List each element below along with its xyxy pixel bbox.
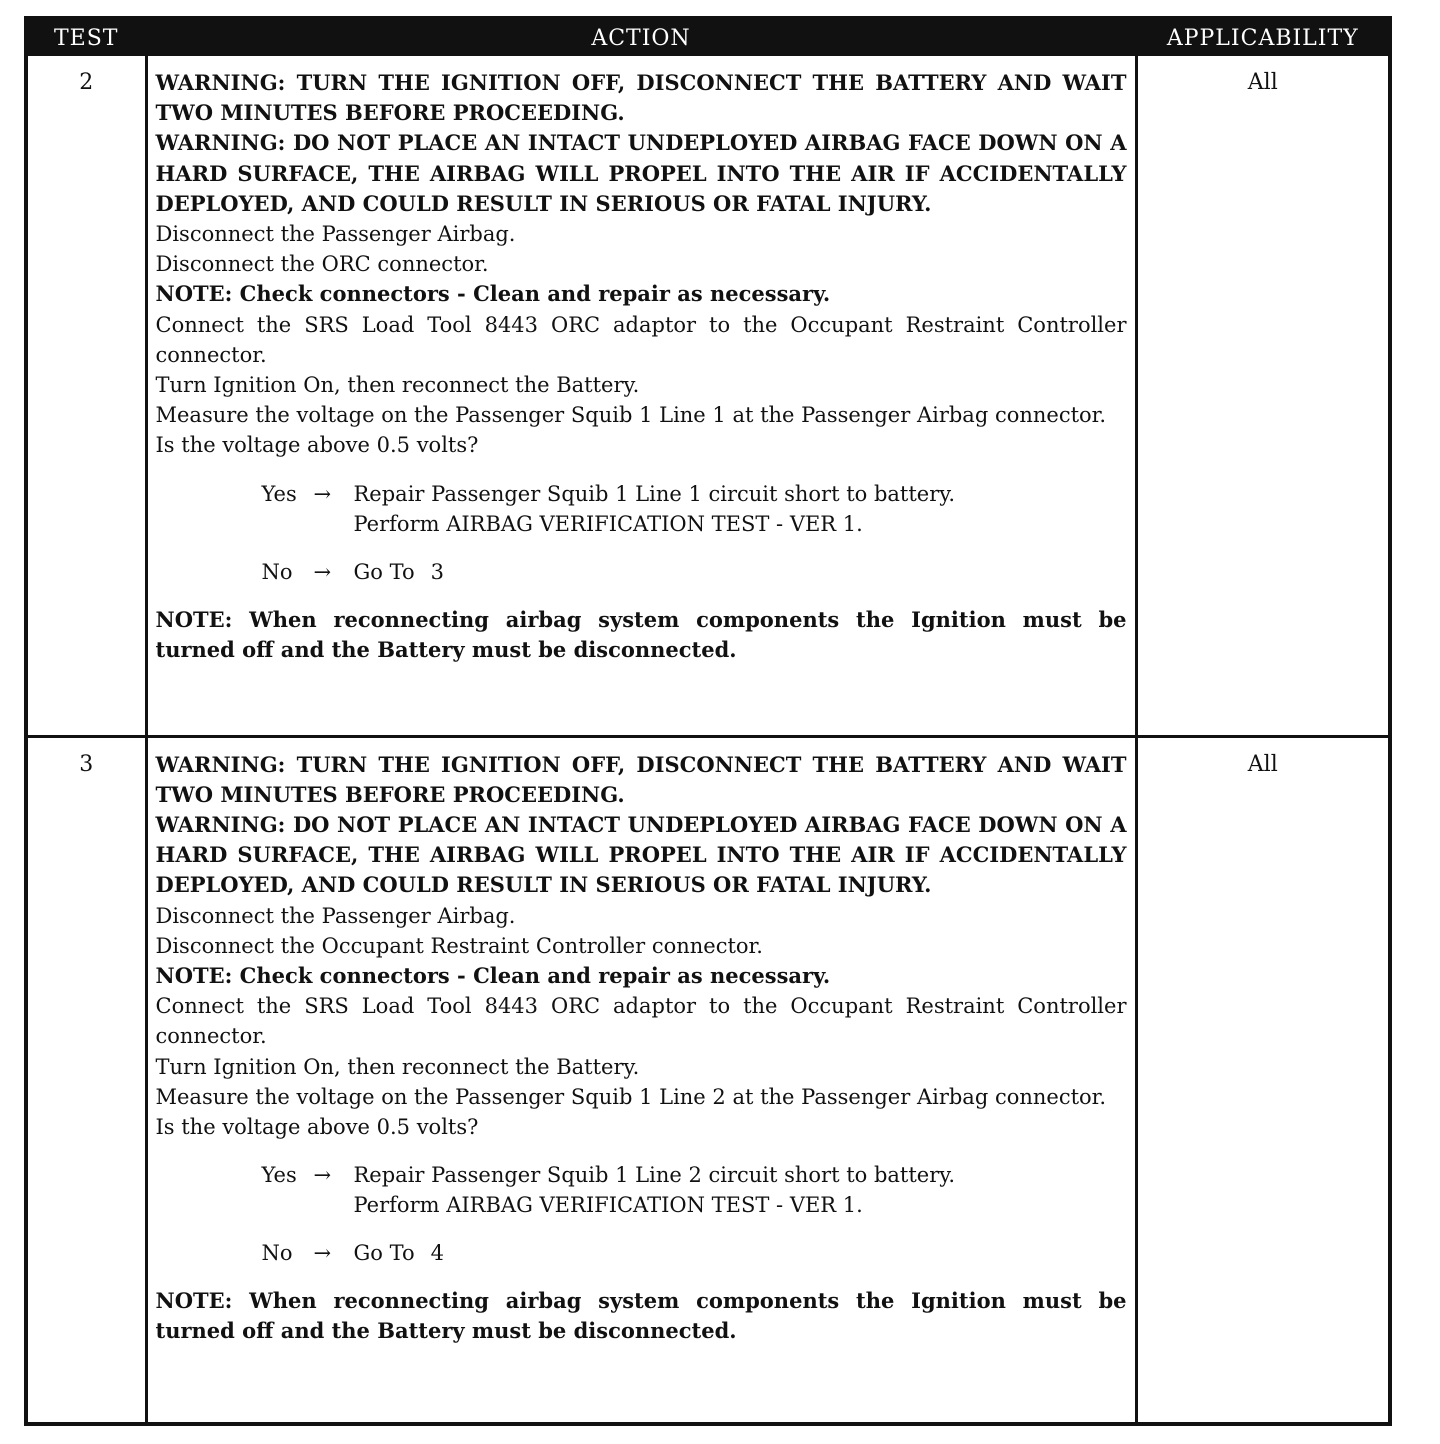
- no-label: No: [261, 1241, 293, 1266]
- yes-repair-text: Repair Passenger Squib 1 Line 1 circuit short to battery.: [353, 481, 956, 506]
- step-measure-voltage: Measure the voltage on the Passenger Squib 1 Line 2 at the Passenger Airbag connector.: [155, 1084, 1107, 1109]
- goto-text: Go To: [353, 559, 415, 584]
- yes-result: [354, 479, 1127, 539]
- diagnostic-table-frame: [24, 16, 1392, 1426]
- warning-airbag-placement: WARNING: DO NOT PLACE AN INTACT UNDEPLOYED AIRBAG FACE DOWN ON A HARD SURFACE, THE AIRBAG WILL PROPEL INTO THE AIR IF ACCIDENTALLY DEPLOYED, AND COULD RESULT IN SERIOUS OR FATAL INJURY.: [155, 130, 1127, 216]
- header-applicability: APPLICABILITY: [1136, 20, 1388, 56]
- note-reconnecting: NOTE: When reconnecting airbag system components the Ignition must be turned off and the Battery must be disconnected.: [155, 1288, 1127, 1344]
- header-action: ACTION: [146, 20, 1136, 56]
- branch-yes: [262, 479, 1127, 539]
- no-result: [354, 557, 1127, 587]
- diagnostic-test-table: [28, 20, 1388, 1422]
- yes-verification-text: Perform AIRBAG VERIFICATION TEST - VER 1.: [353, 1193, 863, 1218]
- step-disconnect-orc: Disconnect the Occupant Restraint Controller connector.: [155, 933, 763, 958]
- step-connect-load-tool: Connect the SRS Load Tool 8443 ORC adaptor to the Occupant Restraint Controller connector.: [155, 312, 1127, 367]
- goto-text: Go To: [353, 1241, 415, 1266]
- test-number: 3: [28, 736, 146, 1422]
- step-ignition-on: Turn Ignition On, then reconnect the Battery.: [155, 373, 640, 398]
- question: Is the voltage above 0.5 volts?: [155, 433, 479, 458]
- goto-test-link[interactable]: 3: [430, 559, 444, 584]
- no-label: No: [261, 559, 293, 584]
- step-ignition-on: Turn Ignition On, then reconnect the Battery.: [155, 1054, 640, 1079]
- header-test: TEST: [28, 20, 146, 56]
- branch-no: [262, 557, 1127, 587]
- branch-no: [262, 1238, 1127, 1268]
- table-row: [28, 56, 1388, 736]
- action-cell: [146, 56, 1136, 736]
- yes-label: Yes: [261, 481, 297, 506]
- table-row: [28, 736, 1388, 1422]
- yes-result: [354, 1160, 1127, 1220]
- step-disconnect-orc: Disconnect the ORC connector.: [155, 252, 489, 277]
- test-number: 2: [79, 70, 94, 95]
- step-measure-voltage: Measure the voltage on the Passenger Squib 1 Line 1 at the Passenger Airbag connector.: [155, 403, 1107, 428]
- header-row: [28, 20, 1388, 56]
- question: Is the voltage above 0.5 volts?: [155, 1114, 479, 1139]
- note-reconnecting: NOTE: When reconnecting airbag system components the Ignition must be turned off and the Battery must be disconnected.: [155, 606, 1127, 662]
- warning-ignition: WARNING: TURN THE IGNITION OFF, DISCONNECT THE BATTERY AND WAIT TWO MINUTES BEFORE PROCEEDING.: [155, 70, 1127, 126]
- step-disconnect-airbag: Disconnect the Passenger Airbag.: [155, 903, 516, 928]
- arrow-right-icon: →: [313, 1241, 332, 1266]
- arrow-right-icon: →: [313, 1163, 332, 1188]
- arrow-right-icon: →: [313, 481, 332, 506]
- goto-test-link[interactable]: 4: [430, 1241, 444, 1266]
- step-connect-load-tool: Connect the SRS Load Tool 8443 ORC adaptor to the Occupant Restraint Controller connector.: [155, 994, 1127, 1049]
- yes-label: Yes: [261, 1163, 297, 1188]
- note-check-connectors: NOTE: Check connectors - Clean and repair as necessary.: [155, 281, 831, 307]
- decision-branches: [262, 1160, 1127, 1268]
- warning-ignition: WARNING: TURN THE IGNITION OFF, DISCONNECT THE BATTERY AND WAIT TWO MINUTES BEFORE PROCEEDING.: [155, 751, 1127, 807]
- yes-verification-text: Perform AIRBAG VERIFICATION TEST - VER 1.: [353, 511, 863, 536]
- warning-airbag-placement: WARNING: DO NOT PLACE AN INTACT UNDEPLOYED AIRBAG FACE DOWN ON A HARD SURFACE, THE AIRBAG WILL PROPEL INTO THE AIR IF ACCIDENTALLY DEPLOYED, AND COULD RESULT IN SERIOUS OR FATAL INJURY.: [155, 811, 1127, 898]
- branch-yes: [262, 1160, 1127, 1220]
- applicability-value: All: [1136, 56, 1388, 736]
- step-disconnect-airbag: Disconnect the Passenger Airbag.: [155, 222, 516, 247]
- note-check-connectors: NOTE: Check connectors - Clean and repair as necessary.: [155, 962, 831, 988]
- decision-branches: [262, 479, 1127, 587]
- applicability-value: All: [1136, 736, 1388, 1422]
- no-result: [354, 1238, 1127, 1268]
- arrow-right-icon: →: [313, 559, 332, 584]
- action-cell: [146, 736, 1136, 1422]
- yes-repair-text: Repair Passenger Squib 1 Line 2 circuit short to battery.: [353, 1163, 956, 1188]
